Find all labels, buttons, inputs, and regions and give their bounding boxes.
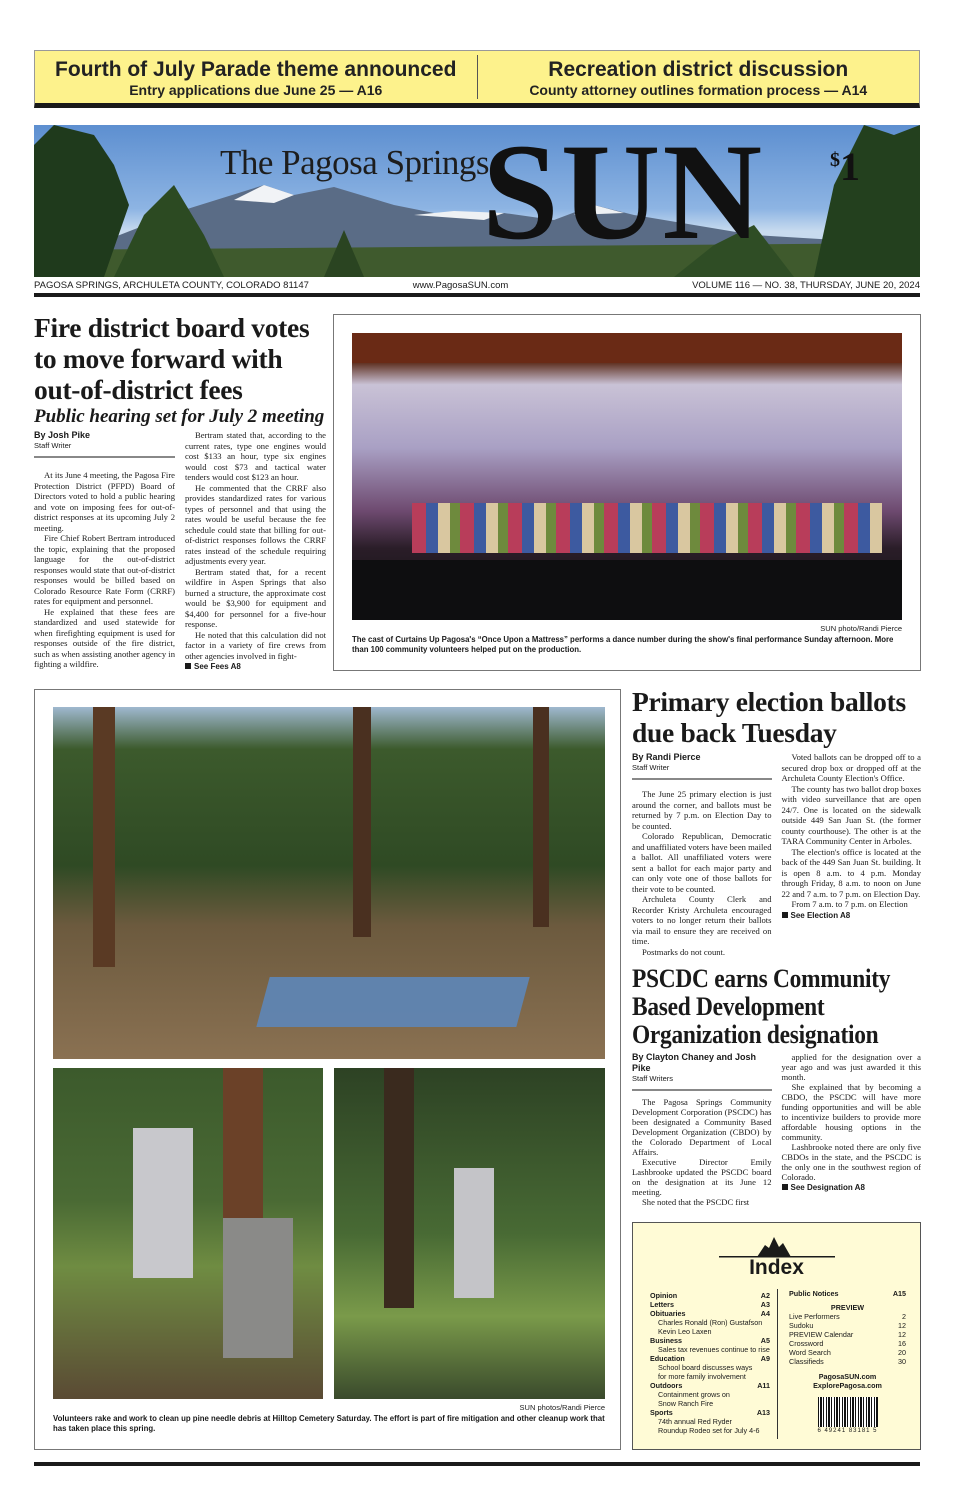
preview-entry[interactable] [789, 1321, 906, 1330]
headline[interactable]: Fire district board votes to move forward with out-of-district fees [34, 312, 310, 405]
article-pscdc [632, 965, 921, 1207]
index-entry[interactable] [650, 1309, 770, 1318]
index-label: PREVIEW Calendar [789, 1330, 854, 1339]
index-label: Word Search [789, 1348, 831, 1357]
index-label: Education [650, 1354, 685, 1363]
index-page: A15 [892, 1289, 906, 1298]
index-page: A9 [760, 1354, 770, 1363]
volunteer-raking-photo[interactable] [53, 1068, 323, 1399]
masthead-title-small: The Pagosa Springs [220, 143, 490, 182]
index-page: A11 [757, 1381, 770, 1390]
index-label: Crossword [789, 1339, 824, 1348]
index-page: 12 [898, 1330, 906, 1339]
index-label: Sports [650, 1408, 673, 1417]
article-column [632, 1097, 772, 1207]
jump-link[interactable]: See Election A8 [782, 911, 922, 922]
article-column [782, 1052, 922, 1207]
cemetery-cleanup-photo[interactable] [53, 707, 605, 1059]
price [830, 143, 860, 190]
teaser-headline: Fourth of July Parade theme announced [55, 58, 457, 81]
index-label: Live Performers [789, 1312, 840, 1321]
index-label: Public Notices [789, 1289, 839, 1298]
index-label: Letters [650, 1300, 674, 1309]
teaser-parade[interactable] [35, 51, 477, 103]
headline[interactable]: PSCDC earns Community Based Development Organization designation [632, 964, 891, 1049]
index-label: Outdoors [650, 1381, 683, 1390]
masthead-title-sun: SUN [482, 125, 765, 268]
jump-link[interactable]: See Designation A8 [782, 1183, 922, 1193]
byline-rule [34, 456, 175, 458]
paragraph: She noted that the PSCDC first [642, 1197, 750, 1207]
stage-production-photo[interactable] [352, 333, 902, 620]
dateline [34, 280, 920, 291]
index-subitem: Kevin Leo Laxen [658, 1327, 712, 1336]
paragraph: She explained that by becoming a CBDO, the PSCDC will have more funding opportunities and will be able to incentivize builders to provide more affordable housing options in the community. [781, 1082, 921, 1142]
article-column [34, 470, 175, 670]
paragraph: Colorado Republican, Democratic and unaffiliated voters have been mailed a ballot. All unaffiliated voters were sent a ballot for each major party and can only vote one of those ballots for their vote to be counted. [632, 831, 772, 894]
index-label: Opinion [650, 1291, 678, 1300]
headline[interactable]: Primary election ballots due back Tuesday [632, 686, 906, 748]
index-page: A5 [760, 1336, 770, 1345]
teaser-headline: Recreation district discussion [548, 58, 849, 81]
paragraph: From 7 a.m. to 7 p.m. on Election [791, 899, 908, 909]
byline-rule [632, 778, 772, 780]
paragraph: He commented that the CRRF also provides standardized rates for various types of personnel and that using the rates would be useful because the fee schedule could state that billing for out-of-district responses follows the CRRF rates instead of the schedule requiring adjustments every year. [185, 482, 326, 566]
paragraph: Voted ballots can be dropped off to a secured drop box or dropped off at the Archuleta County Election's Office. [781, 752, 921, 783]
index-box [632, 1222, 921, 1450]
index-label: Obituaries [650, 1309, 686, 1318]
paragraph: Postmarks do not count. [642, 946, 726, 957]
byline-rule [632, 1089, 772, 1091]
location: PAGOSA SPRINGS, ARCHULETA COUNTY, COLORADO 81147 [34, 280, 309, 291]
article-column [782, 752, 922, 957]
index-right-column [789, 1289, 906, 1436]
paragraph: The Pagosa Springs Community Development Corporation (PSCDC) has been designated a Community Based Development Organization (CBDO) by the Colorado Department of Local Affairs. [632, 1097, 772, 1157]
barcode [818, 1397, 878, 1427]
index-entry[interactable] [650, 1408, 770, 1417]
index-page: A2 [760, 1291, 770, 1300]
cemetery-photo-box [34, 689, 621, 1450]
paragraph: Executive Director Emily Lashbrooke updated the PSCDC board on the designation at its June 12 meeting. [632, 1157, 772, 1197]
site-link[interactable]: PagosaSUN.com [818, 1372, 877, 1381]
index-subitem: for more family involvement [658, 1372, 746, 1381]
paragraph: The county has two ballot drop boxes with video surveillance that are open 24/7. One is located on the sidewalk outside 449 San Juan St. (the former county courthouse). The other is at the TARA Community Center in Arboles. [781, 783, 921, 846]
site-link[interactable]: ExplorePagosa.com [813, 1381, 882, 1390]
index-entry[interactable] [650, 1291, 770, 1300]
index-page: 16 [898, 1339, 906, 1348]
index-page: A4 [760, 1309, 770, 1318]
index-subitem: Roundup Rodeo set for July 4-6 [658, 1426, 760, 1435]
photo-caption: The cast of Curtains Up Pagosa's “Once Upon a Mattress” performs a dance number during the show's final performance Sunday afternoon. More than 100 community volunteers helped put on the production. [352, 635, 894, 654]
subhead: Public hearing set for July 2 meeting [34, 406, 325, 427]
preview-entry[interactable] [789, 1339, 906, 1348]
index-subitem: School board discusses ways [658, 1363, 753, 1372]
index-subitem: Charles Ronald (Ron) Gustafson [658, 1318, 763, 1327]
index-subitem: 74th annual Red Ryder [658, 1417, 732, 1426]
preview-title: PREVIEW [830, 1303, 865, 1312]
index-page: A13 [756, 1408, 770, 1417]
index-entry[interactable] [650, 1336, 770, 1345]
jump-link[interactable]: See Fees A8 [185, 662, 326, 673]
divider [34, 1462, 920, 1466]
price-symbol: $ [830, 149, 840, 171]
article-column [185, 430, 326, 673]
paragraph: The election's office is located at the back of the 449 San Juan St. building. It is open 8 a.m. to 4 p.m. Monday through Friday, 8 a.m. to noon on June 22 and 7 a.m. to 7 p.m. on Election Day. [781, 846, 921, 899]
paragraph: applied for the designation over a year ago and was just awarded it this month. [781, 1052, 921, 1082]
paragraph: Bertram stated that, for a recent wildfire in Aspen Springs that also burned a structure, the approximate cost would be $3,900 for equipment and $4,400 for personnel for a five-hour response. [185, 566, 326, 629]
index-entry[interactable] [789, 1289, 906, 1298]
teaser-banner [34, 50, 920, 108]
index-left-column [650, 1291, 770, 1435]
article-election [632, 686, 921, 957]
volunteer-headstone-photo[interactable] [334, 1068, 605, 1399]
paragraph: Bertram stated that, according to the current rates, type one engines would cost $133 an hour, type six engines would cost $73 and tactical water tenders would cost $123 an hour. [185, 430, 326, 482]
byline-role: Staff Writer [34, 441, 72, 450]
preview-entry[interactable] [789, 1348, 906, 1357]
index-page: A3 [760, 1300, 770, 1309]
price-value: 1 [840, 144, 860, 189]
teaser-sub: Entry applications due June 25 — A16 [129, 82, 383, 98]
photo-caption: Volunteers rake and work to clean up pine needle debris at Hilltop Cemetery Saturday. The effort is part of fire mitigation and other cleanup work that has taken place this spring. [53, 1414, 605, 1433]
paragraph: At its June 4 meeting, the Pagosa Fire Protection District (PFPD) Board of Directors voted to hold a public hearing and vote on imposing fees for out-of-district responses at its upcoming July 2 meeting. [34, 470, 175, 533]
index-title: Index [749, 1256, 804, 1279]
stage-photo-box [333, 314, 921, 671]
article-column [632, 789, 772, 957]
byline-role: Staff Writers [632, 1074, 673, 1083]
index-label: Sudoku [789, 1321, 814, 1330]
paragraph: Lashbrooke noted there are only five CBDOs in the state, and the PSCDC is the only one in the southwest region of Colorado. [781, 1142, 921, 1182]
byline-role: Staff Writer [632, 763, 670, 772]
index-page: 30 [898, 1357, 906, 1366]
preview-entry[interactable] [789, 1330, 906, 1339]
photo-credit: SUN photo/Randi Pierce [820, 624, 902, 633]
index-page: 20 [898, 1348, 906, 1357]
index-entry[interactable] [650, 1354, 770, 1363]
photo-credit: SUN photos/Randi Pierce [519, 1403, 605, 1412]
teaser-sub: County attorney outlines formation process — A14 [529, 82, 868, 98]
index-entry[interactable] [650, 1381, 770, 1390]
index-subitem: Sales tax revenues continue to rise [658, 1345, 770, 1354]
index-page: 12 [898, 1321, 906, 1330]
index-label: Classifieds [789, 1357, 824, 1366]
article-fire-district [34, 312, 326, 673]
paragraph: He noted that this calculation did not factor in a variety of fire crews from other agencies involved in fight- [185, 629, 326, 661]
teaser-recreation[interactable] [478, 51, 920, 103]
byline: By Josh Pike [34, 430, 91, 440]
index-divider [777, 1289, 778, 1439]
byline: By Clayton Chaney and Josh Pike [632, 1052, 757, 1073]
divider [34, 293, 920, 297]
byline: By Randi Pierce [632, 752, 701, 762]
issue-info: VOLUME 116 — NO. 38, THURSDAY, JUNE 20, 2024 [692, 280, 920, 291]
preview-entry[interactable] [789, 1357, 906, 1366]
index-subitem: Snow Ranch Fire [658, 1399, 714, 1408]
paragraph: He explained that these fees are standardized and used statewide for when firefighting equipment is used for responses outside of the fire district, such as when assisting another agency in fighting a wildfire. [34, 606, 175, 669]
index-page: 2 [902, 1312, 906, 1321]
masthead [34, 125, 920, 277]
paragraph: The June 25 primary election is just around the corner, and ballots must be returned by 7 p.m. on Election Day to be counted. [632, 789, 772, 831]
index-label: Business [650, 1336, 682, 1345]
index-entry[interactable] [650, 1300, 770, 1309]
preview-entry[interactable] [789, 1312, 906, 1321]
website-link[interactable]: www.PagosaSUN.com [412, 280, 509, 291]
paragraph: Fire Chief Robert Bertram introduced the topic, explaining that the proposed language for the out-of-district responses would state that out-of-district responses would be billed based on Colorado Resource Rate Form (CRRF) rates for equipment and personnel. [34, 533, 175, 606]
paragraph: Archuleta County Clerk and Recorder Kristy Archuleta encouraged voters to no longer return their ballots via mail to ensure they are received on time. [632, 894, 772, 946]
barcode-number: 6 49241 83181 5 [817, 1428, 878, 1434]
index-subitem: Containment grows on [658, 1390, 730, 1399]
